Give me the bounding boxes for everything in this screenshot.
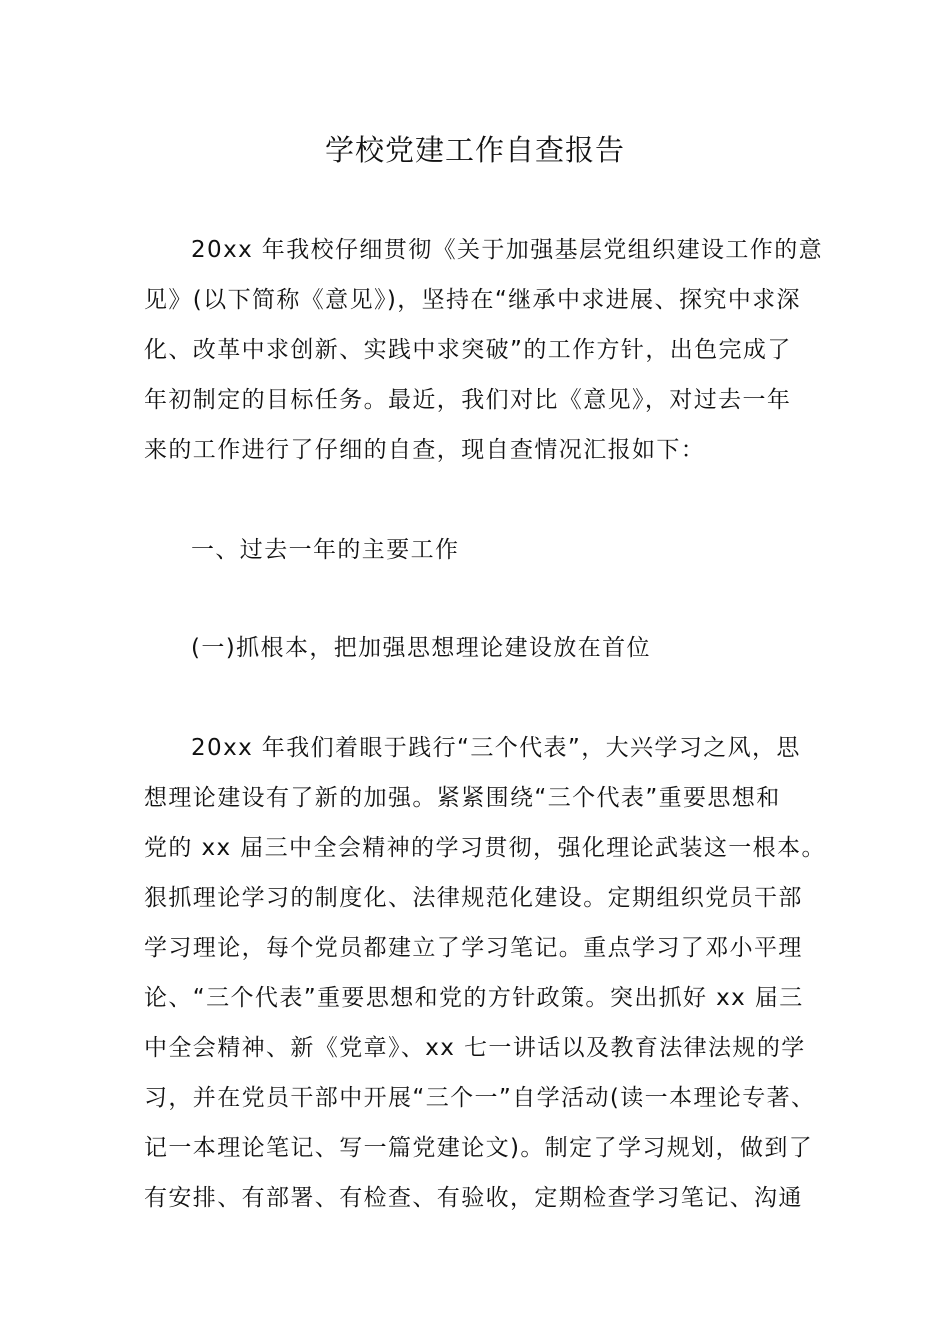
body-line: 狠抓理论学习的制度化、法律规范化建设。定期组织党员干部 <box>144 885 803 911</box>
body-line: 记一本理论笔记、写一篇党建论文)。制定了学习规划，做到了 <box>144 1135 814 1161</box>
body-line: 有安排、有部署、有检查、有验收，定期检查学习笔记、沟通 <box>144 1185 803 1211</box>
body-line: 党的 xx 届三中全会精神的学习贯彻，强化理论武装这一根本。 <box>144 835 826 861</box>
body-line: 中全会精神、新《党章》、xx 七一讲话以及教育法律法规的学 <box>144 1035 806 1061</box>
intro-line: 年初制定的目标任务。最近，我们对比《意见》，对过去一年 <box>144 387 792 413</box>
body-line: 习，并在党员干部中开展“三个一”自学活动(读一本理论专著、 <box>144 1085 816 1111</box>
intro-line: 来的工作进行了仔细的自查，现自查情况汇报如下： <box>144 437 706 463</box>
body-line: 想理论建设有了新的加强。紧紧围绕“三个代表”重要思想和 <box>144 785 781 811</box>
body-line: 论、“三个代表”重要思想和党的方针政策。突出抓好 xx 届三 <box>144 985 804 1011</box>
intro-line: 化、改革中求创新、实践中求突破”的工作方针，出色完成了 <box>144 337 792 363</box>
intro-line: 见》(以下简称《意见》)，坚持在“继承中求进展、探究中求深 <box>144 287 801 313</box>
body-line: 20xx 年我们着眼于践行“三个代表”，大兴学习之风，思 <box>191 735 801 761</box>
subsection-heading: (一)抓根本，把加强思想理论建设放在首位 <box>191 635 651 661</box>
section-heading: 一、过去一年的主要工作 <box>191 537 460 563</box>
body-line: 学习理论，每个党员都建立了学习笔记。重点学习了邓小平理 <box>144 935 803 961</box>
document-title: 学校党建工作自查报告 <box>324 133 625 167</box>
intro-line: 20xx 年我校仔细贯彻《关于加强基层党组织建设工作的意 <box>191 237 824 263</box>
